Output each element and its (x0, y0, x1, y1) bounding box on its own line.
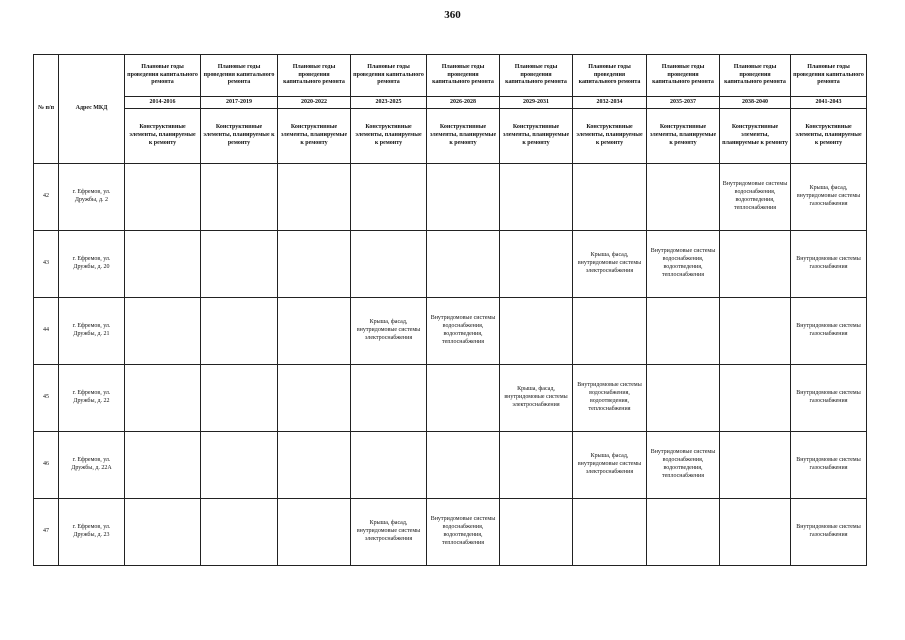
work-cell (500, 499, 573, 566)
work-cell (201, 164, 278, 231)
row-number: 44 (34, 298, 59, 365)
row-number: 43 (34, 231, 59, 298)
work-cell (125, 298, 201, 365)
work-cell: Внутридомовые системы водоснабжения, водоотведения, теплоснабжения (647, 432, 720, 499)
work-cell (125, 231, 201, 298)
work-cell (427, 365, 500, 432)
elements-header: Конструктивные элементы, планируемые к ремонту (720, 109, 791, 164)
elements-header: Конструктивные элементы, планируемые к ремонту (500, 109, 573, 164)
row-address: г. Ефремов, ул. Дружбы, д. 2 (59, 164, 125, 231)
work-cell: Крыша, фасад, внутридомовые системы электроснабжения (351, 499, 427, 566)
period-header: Плановые годы проведения капитального ремонта (647, 55, 720, 97)
work-cell (427, 164, 500, 231)
work-cell (125, 365, 201, 432)
work-cell (351, 231, 427, 298)
table-row (34, 298, 867, 365)
period-header: Плановые годы проведения капитального ремонта (125, 55, 201, 97)
work-cell (647, 365, 720, 432)
work-cell: Внутридомовые системы газоснабжения (791, 499, 867, 566)
year-range-header: 2017-2019 (201, 97, 278, 109)
work-cell (125, 432, 201, 499)
work-cell: Внутридомовые системы водоснабжения, водоотведения, теплоснабжения (573, 365, 647, 432)
work-cell: Внутридомовые системы водоснабжения, водоотведения, теплоснабжения (427, 298, 500, 365)
work-cell (427, 231, 500, 298)
work-cell (278, 499, 351, 566)
work-cell (201, 231, 278, 298)
work-cell (201, 432, 278, 499)
work-cell (500, 298, 573, 365)
row-address: г. Ефремов, ул. Дружбы, д. 22А (59, 432, 125, 499)
table-row (34, 231, 867, 298)
work-cell (720, 231, 791, 298)
work-cell (720, 298, 791, 365)
row-number: 45 (34, 365, 59, 432)
year-range-header: 2020-2022 (278, 97, 351, 109)
elements-header: Конструктивные элементы, планируемые к ремонту (427, 109, 500, 164)
table-row (34, 365, 867, 432)
work-cell (573, 298, 647, 365)
table-row (34, 164, 867, 231)
work-cell (720, 365, 791, 432)
work-cell (647, 499, 720, 566)
table-row (34, 499, 867, 566)
table-row (34, 432, 867, 499)
row-address: г. Ефремов, ул. Дружбы, д. 21 (59, 298, 125, 365)
year-range-header: 2038-2040 (720, 97, 791, 109)
year-range-header: 2014-2016 (125, 97, 201, 109)
work-cell (201, 298, 278, 365)
work-cell (720, 432, 791, 499)
year-range-header: 2035-2037 (647, 97, 720, 109)
row-address: г. Ефремов, ул. Дружбы, д. 23 (59, 499, 125, 566)
work-cell: Внутридомовые системы водоснабжения, водоотведения, теплоснабжения (720, 164, 791, 231)
work-cell: Внутридомовые системы газоснабжения (791, 365, 867, 432)
work-cell (427, 432, 500, 499)
elements-header: Конструктивные элементы, планируемые к ремонту (351, 109, 427, 164)
table-body (34, 164, 867, 566)
work-cell: Внутридомовые системы газоснабжения (791, 231, 867, 298)
year-range-header: 2032-2034 (573, 97, 647, 109)
work-cell (278, 231, 351, 298)
period-header: Плановые годы проведения капитального ремонта (278, 55, 351, 97)
work-cell (720, 499, 791, 566)
column-header-address: Адрес МКД (59, 55, 125, 164)
year-range-header: 2029-2031 (500, 97, 573, 109)
work-cell: Внутридомовые системы газоснабжения (791, 432, 867, 499)
period-header: Плановые годы проведения капитального ремонта (573, 55, 647, 97)
row-number: 47 (34, 499, 59, 566)
work-cell (125, 499, 201, 566)
work-cell (573, 499, 647, 566)
row-address: г. Ефремов, ул. Дружбы, д. 22 (59, 365, 125, 432)
work-cell (278, 432, 351, 499)
repair-schedule-table (33, 54, 867, 566)
row-number: 46 (34, 432, 59, 499)
year-range-header: 2023-2025 (351, 97, 427, 109)
table-header (34, 55, 867, 164)
work-cell: Крыша, фасад, внутридомовые системы электроснабжения (351, 298, 427, 365)
work-cell: Внутридомовые системы водоснабжения, водоотведения, теплоснабжения (427, 499, 500, 566)
work-cell: Крыша, фасад, внутридомовые системы электроснабжения (573, 432, 647, 499)
row-address: г. Ефремов, ул. Дружбы, д. 20 (59, 231, 125, 298)
work-cell (278, 298, 351, 365)
elements-header: Конструктивные элементы, планируемые к ремонту (791, 109, 867, 164)
work-cell (500, 164, 573, 231)
elements-header: Конструктивные элементы, планируемые к ремонту (201, 109, 278, 164)
year-range-header: 2026-2028 (427, 97, 500, 109)
elements-header: Конструктивные элементы, планируемые к ремонту (573, 109, 647, 164)
period-header: Плановые годы проведения капитального ремонта (720, 55, 791, 97)
work-cell (647, 164, 720, 231)
row-number: 42 (34, 164, 59, 231)
work-cell (201, 365, 278, 432)
elements-header: Конструктивные элементы, планируемые к ремонту (125, 109, 201, 164)
elements-header: Конструктивные элементы, планируемые к ремонту (278, 109, 351, 164)
column-header-number: № п/п (34, 55, 59, 164)
work-cell (500, 432, 573, 499)
work-cell: Крыша, фасад, внутридомовые системы электроснабжения (573, 231, 647, 298)
work-cell (125, 164, 201, 231)
work-cell (351, 164, 427, 231)
work-cell (278, 164, 351, 231)
period-header: Плановые годы проведения капитального ремонта (201, 55, 278, 97)
work-cell (351, 432, 427, 499)
work-cell (647, 298, 720, 365)
work-cell: Внутридомовые системы газоснабжения (791, 298, 867, 365)
work-cell (500, 231, 573, 298)
work-cell (278, 365, 351, 432)
period-header: Плановые годы проведения капитального ремонта (427, 55, 500, 97)
work-cell: Крыша, фасад, внутридомовые системы газоснабжения (791, 164, 867, 231)
period-header: Плановые годы проведения капитального ремонта (500, 55, 573, 97)
elements-header: Конструктивные элементы, планируемые к ремонту (647, 109, 720, 164)
work-cell: Крыша, фасад, внутридомовые системы электроснабжения (500, 365, 573, 432)
year-range-header: 2041-2043 (791, 97, 867, 109)
page-number: 360 (444, 9, 461, 21)
period-header: Плановые годы проведения капитального ремонта (351, 55, 427, 97)
work-cell (201, 499, 278, 566)
period-header: Плановые годы проведения капитального ремонта (791, 55, 867, 97)
work-cell: Внутридомовые системы водоснабжения, водоотведения, теплоснабжения (647, 231, 720, 298)
work-cell (573, 164, 647, 231)
work-cell (351, 365, 427, 432)
